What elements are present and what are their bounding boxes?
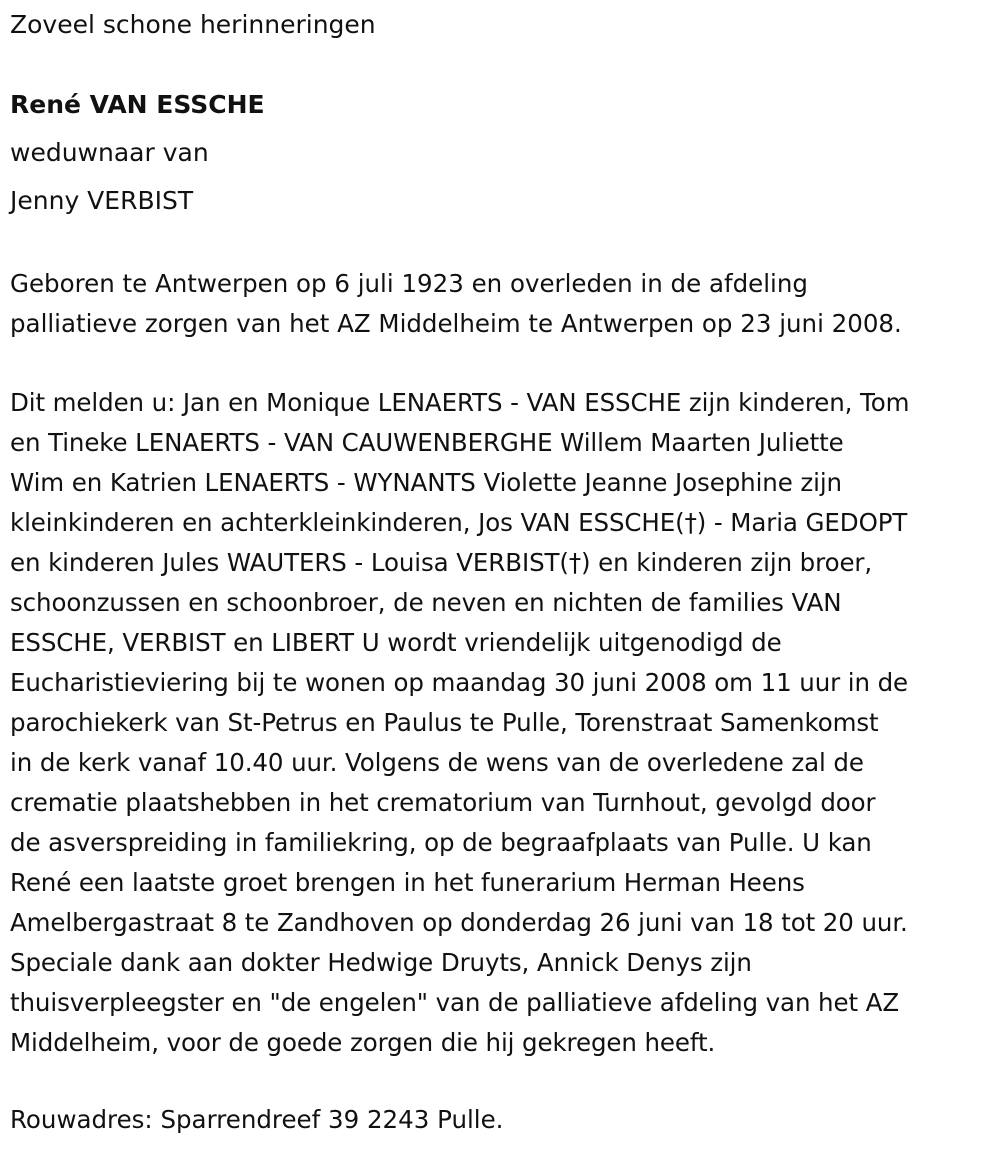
paragraph-line: schoonzussen en schoonbroer, de neven en nichten de families VAN [10,588,842,617]
paragraph-line: Middelheim, voor de goede zorgen die hij gekregen heeft. [10,1028,716,1057]
birth-death-paragraph [10,264,995,344]
paragraph-line: Wim en Katrien LENAERTS - WYNANTS Violette Jeanne Josephine zijn [10,468,842,497]
paragraph-line: kleinkinderen en achterkleinkinderen, Jos VAN ESSCHE(†) - Maria GEDOPT [10,508,908,537]
paragraph-line: Dit melden u: Jan en Monique LENAERTS - VAN ESSCHE zijn kinderen, Tom [10,388,910,417]
paragraph-line: thuisverpleegster en "de engelen" van de palliatieve afdeling van het AZ [10,988,900,1017]
paragraph-line: in de kerk vanaf 10.40 uur. Volgens de wens van de overledene zal de [10,748,864,777]
intro-line: Zoveel schone herinneringen [10,10,376,39]
relation-text: weduwnaar van [10,138,209,167]
paragraph-line: en Tineke LENAERTS - VAN CAUWENBERGHE Willem Maarten Juliette [10,428,844,457]
paragraph-line: crematie plaatshebben in het crematorium van Turnhout, gevolgd door [10,788,876,817]
paragraph-line: Eucharistieviering bij te wonen op maandag 30 juni 2008 om 11 uur in de [10,668,909,697]
paragraph-line: ESSCHE, VERBIST en LIBERT U wordt vriendelijk uitgenodigd de [10,628,782,657]
paragraph-line: Amelbergastraat 8 te Zandhoven op donderdag 26 juni van 18 tot 20 uur. [10,908,908,937]
mourning-address: Rouwadres: Sparrendreef 39 2243 Pulle. [10,1105,504,1134]
announcement-paragraph [10,383,995,1063]
paragraph-line: palliatieve zorgen van het AZ Middelheim te Antwerpen op 23 juni 2008. [10,309,902,338]
paragraph-line: de asverspreiding in familiekring, op de begraafplaats van Pulle. U kan [10,828,872,857]
paragraph-line: René een laatste groet brengen in het funerarium Herman Heens [10,868,805,897]
paragraph-line: en kinderen Jules WAUTERS - Louisa VERBIST(†) en kinderen zijn broer, [10,548,873,577]
spouse-name: Jenny VERBIST [10,186,194,215]
paragraph-line: Speciale dank aan dokter Hedwige Druyts, Annick Denys zijn [10,948,752,977]
deceased-name: René VAN ESSCHE [10,90,265,119]
paragraph-line: Geboren te Antwerpen op 6 juli 1923 en overleden in de afdeling [10,269,808,298]
paragraph-line: parochiekerk van St-Petrus en Paulus te Pulle, Torenstraat Samenkomst [10,708,879,737]
